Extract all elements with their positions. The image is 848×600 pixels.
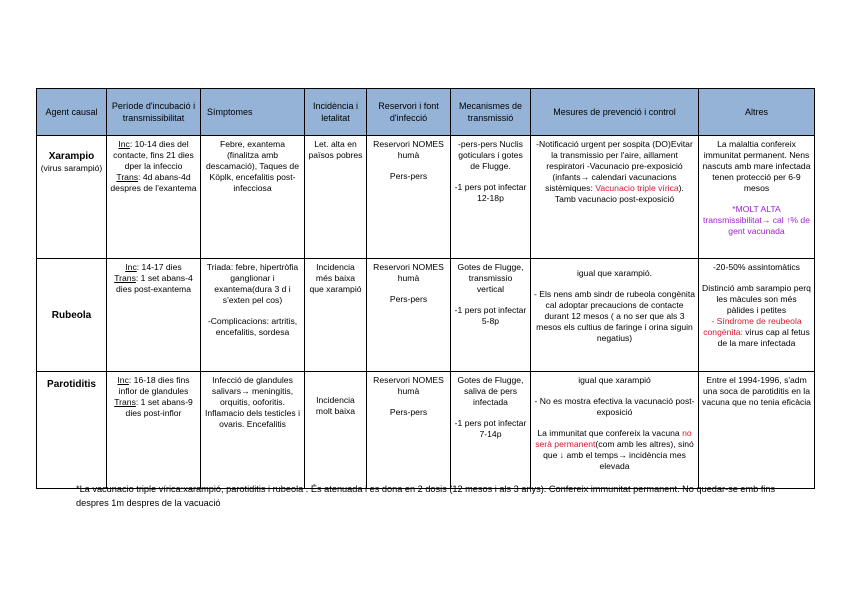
inc-label: Inc <box>118 139 130 149</box>
others-text-2: Distinció amb sarampio perq les màcules son més pàlides i petites <box>702 283 811 315</box>
others-text: -20-50% assintomàtics <box>713 262 800 272</box>
symptoms-text: Febre, exantema (finalitza amb descamació), Taques de Köplk, encefalitis post-infecciosa <box>206 139 299 193</box>
table-row <box>37 259 815 372</box>
incidence-cell <box>305 372 367 489</box>
symptoms-cell <box>201 372 305 489</box>
inc-text: : 16-18 dies fins inflor de glandules <box>118 375 190 396</box>
header-reservoir: Reservori i font d'infecció <box>367 89 451 136</box>
reservoir-text: Reservori NOMES humà <box>373 262 444 283</box>
symptoms-complications: -Complicacions: artritis, encefalitis, sordesa <box>207 316 298 337</box>
incidence-text: Incidencia molt baixa <box>315 395 356 416</box>
others-highlight: - Síndrome de reubeola congènita: <box>703 316 802 337</box>
header-incubation: Període d'incubació i transmissibilitat <box>107 89 201 136</box>
mechanism-time: -1 pers pot infectar 5-8p <box>454 305 527 326</box>
trans-label: Trans <box>114 273 136 283</box>
mechanism-text: Gotes de Flugge, saliva de pers infectada <box>457 375 524 407</box>
prevention-text-4: (com amb les altres), sinó que ↓ amb el temps→ incidència mes elevada <box>543 439 694 471</box>
prevention-text: igual que xarampió <box>578 375 651 385</box>
table-row <box>37 372 815 489</box>
mechanism-cell <box>451 259 531 372</box>
prevention-text-3: La immunitat que confereix la vacuna <box>537 428 680 438</box>
others-text: Entre el 1994-1996, s'adm una soca de parotiditis en la vacuna que no tenia eficàcia <box>702 375 811 407</box>
disease-table <box>36 88 815 489</box>
header-row <box>37 89 815 136</box>
inc-label: Inc <box>117 375 129 385</box>
prevention-text: -Notificació urgent per sospita (DO)Evitar la transmissio per l'aire, aillament respiratori -Vacunacio pre-exposició (infants→ calendari vacunacions sistèmiques: <box>536 139 693 193</box>
incubation-cell <box>107 259 201 372</box>
agent-cell <box>37 136 107 259</box>
agent-cell <box>37 372 107 489</box>
mechanism-text: -pers-pers Nuclis goticulars i gotes de Flugge. <box>458 139 523 171</box>
mechanism-text: Gotes de Flugge, transmissio vertical <box>457 262 524 294</box>
trans-text: : 1 set abans-4 dies post-exantema <box>116 273 193 294</box>
others-cell <box>699 372 815 489</box>
symptoms-cell <box>201 136 305 259</box>
header-prevention: Mesures de prevenció i control <box>531 89 699 136</box>
incidence-cell <box>305 136 367 259</box>
reservoir-text: Reservori NOMES humà <box>373 375 444 396</box>
others-cell <box>699 259 815 372</box>
header-incidence: Incidència i letalitat <box>305 89 367 136</box>
mechanism-time: -1 pers pot infectar 7-14p <box>454 418 527 439</box>
prevention-text-2: - Els nens amb sindr de rubeola congènita cal adoptar precaucions de contacte durant 12 mesos ( a no ser que als 3 mesos els cultius de faringe i orina siguin negatius) <box>534 289 695 343</box>
agent-name: Xarampio <box>48 151 95 162</box>
prevention-text-2: - No es mostra efectiva la vacunació post-exposició <box>534 396 695 417</box>
inc-text: : 10-14 dies del contacte, fins 21 dies dper la infeccio <box>113 139 194 171</box>
reservoir-cell <box>367 136 451 259</box>
agent-subtitle: (virus sarampió) <box>40 163 103 173</box>
reservoir-text: Reservori NOMES humà <box>373 139 444 160</box>
inc-label: Inc <box>125 262 137 272</box>
incidence-cell <box>305 259 367 372</box>
inc-text: : 14-17 dies <box>136 262 182 272</box>
prevention-highlight: Vacunacio triple vírica <box>595 183 679 193</box>
header-mechanism: Mecanismes de transmissió <box>451 89 531 136</box>
incubation-cell <box>107 372 201 489</box>
reservoir-source: Pers-pers <box>389 407 428 417</box>
mechanism-cell <box>451 372 531 489</box>
prevention-text: igual que xarampió. <box>576 268 652 278</box>
mechanism-time: -1 pers pot infectar 12-18p <box>454 182 527 203</box>
prevention-text-end: ). Tamb vacunacio post-exposició <box>554 183 684 204</box>
agent-name: Rubeola <box>51 309 92 321</box>
prevention-cell <box>531 372 699 489</box>
trans-label: Trans <box>116 172 139 182</box>
incubation-cell <box>107 136 201 259</box>
mechanism-cell <box>451 136 531 259</box>
reservoir-cell <box>367 259 451 372</box>
reservoir-cell <box>367 372 451 489</box>
header-symptoms: Símptomes <box>201 89 305 136</box>
symptoms-text: Triada: febre, hipertròfia ganglionar i exantema(dura 3 d i s'exten pel cos) <box>206 262 299 305</box>
trans-text: : 1 set abans-9 dies post-inflor <box>125 397 193 418</box>
others-text-3: virus cap al fetus de la mare infectada <box>717 327 810 348</box>
trans-label: Trans <box>114 397 136 407</box>
trans-text: : 4d abans-4d despres de l'exantema <box>110 172 197 193</box>
prevention-cell <box>531 136 699 259</box>
prevention-cell <box>531 259 699 372</box>
symptoms-cell <box>201 259 305 372</box>
incidence-text: Incidencia més baixa que xarampió <box>309 262 362 294</box>
header-others: Altres <box>699 89 815 136</box>
table-row <box>37 136 815 259</box>
incidence-text: Let. alta en països pobres <box>308 139 363 160</box>
header-agent: Agent causal <box>37 89 107 136</box>
reservoir-source: Pers-pers <box>389 294 428 304</box>
agent-cell <box>37 259 107 372</box>
footnote: *La vacunacio triple vírica:xarampió, parotiditis i rubeola . És atenuada i es dona en 2 dosis (12 mesos i als 3 anys). Confereix immunitat permanent. No quedar-se emb fins despres 1m despres de la vacuació <box>76 484 776 508</box>
others-text: La malaltia confereix immunitat permanent. Nens nascuts amb mare infectada tenen protecció per 6-9 mesos <box>702 139 811 193</box>
agent-name: Parotiditis <box>47 379 96 390</box>
others-highlight: *MOLT ALTA transmissibilitat→ cal ↑% de gent vacunada <box>703 204 810 236</box>
reservoir-source: Pers-pers <box>389 171 428 181</box>
prevention-highlight: no serà permanent <box>535 428 692 449</box>
symptoms-text: Infecció de glandules salivars→ meningitis, orquitis, ooforitis. Inflamacio dels testicles i ovaris. Encefalitis <box>204 375 301 429</box>
others-cell <box>699 136 815 259</box>
